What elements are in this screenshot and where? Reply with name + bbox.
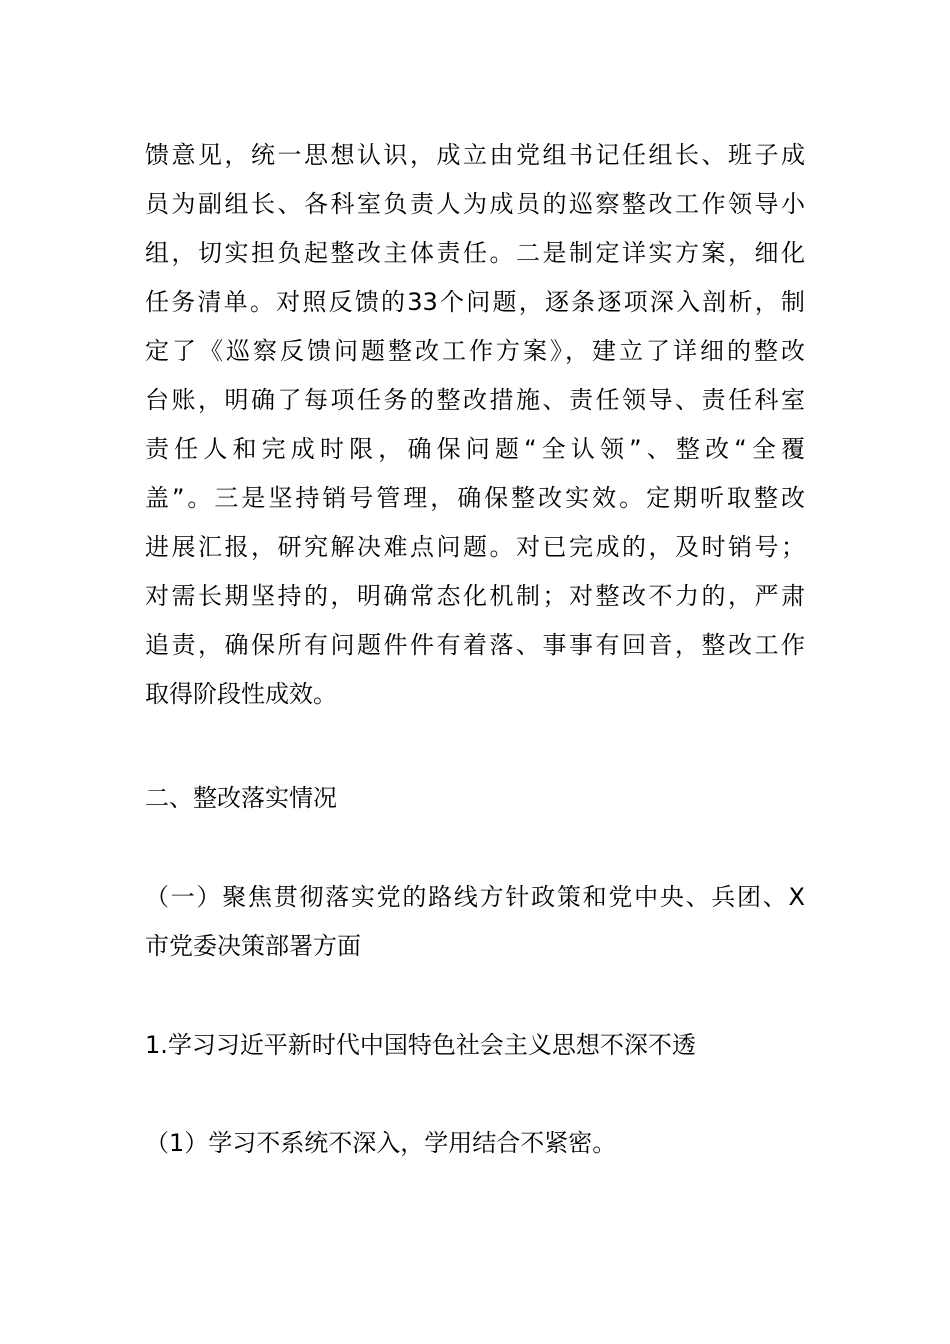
- paragraph-line: 追责，确保所有问题件件有着落、事事有回音，整改工作: [145, 631, 805, 659]
- subsection-heading: 市党委决策部署方面: [145, 932, 361, 960]
- paragraph-line: 馈意见，统一思想认识，成立由党组书记任组长、班子成: [145, 141, 805, 169]
- paragraph-line: 盖”。三是坚持销号管理，确保整改实效。定期听取整改: [145, 484, 805, 512]
- paragraph-line: 进展汇报，研究解决难点问题。对已完成的，及时销号；: [145, 533, 805, 561]
- paragraph-line: 定了《巡察反馈问题整改工作方案》，建立了详细的整改: [145, 337, 805, 365]
- paragraph-line: 对需长期坚持的，明确常态化机制；对整改不力的，严肃: [145, 582, 805, 610]
- paragraph-line: 组，切实担负起整改主体责任。二是制定详实方案，细化: [145, 239, 805, 267]
- paragraph-line: 员为副组长、各科室负责人为成员的巡察整改工作领导小: [145, 190, 805, 218]
- paragraph-line: 责任人和完成时限，确保问题“全认领”、整改“全覆: [145, 435, 805, 463]
- paragraph-line: 台账，明确了每项任务的整改措施、责任领导、责任科室: [145, 386, 805, 414]
- subitem-heading: （1）学习不系统不深入，学用结合不紧密。: [145, 1129, 617, 1157]
- paragraph-line: 取得阶段性成效。: [145, 680, 337, 708]
- subsection-heading: （一）聚焦贯彻落实党的路线方针政策和党中央、兵团、X: [145, 883, 805, 911]
- paragraph-line: 任务清单。对照反馈的33个问题，逐条逐项深入剖析，制: [145, 288, 805, 316]
- item-heading: 1.学习习近平新时代中国特色社会主义思想不深不透: [145, 1031, 696, 1059]
- section-heading: 二、整改落实情况: [145, 784, 337, 812]
